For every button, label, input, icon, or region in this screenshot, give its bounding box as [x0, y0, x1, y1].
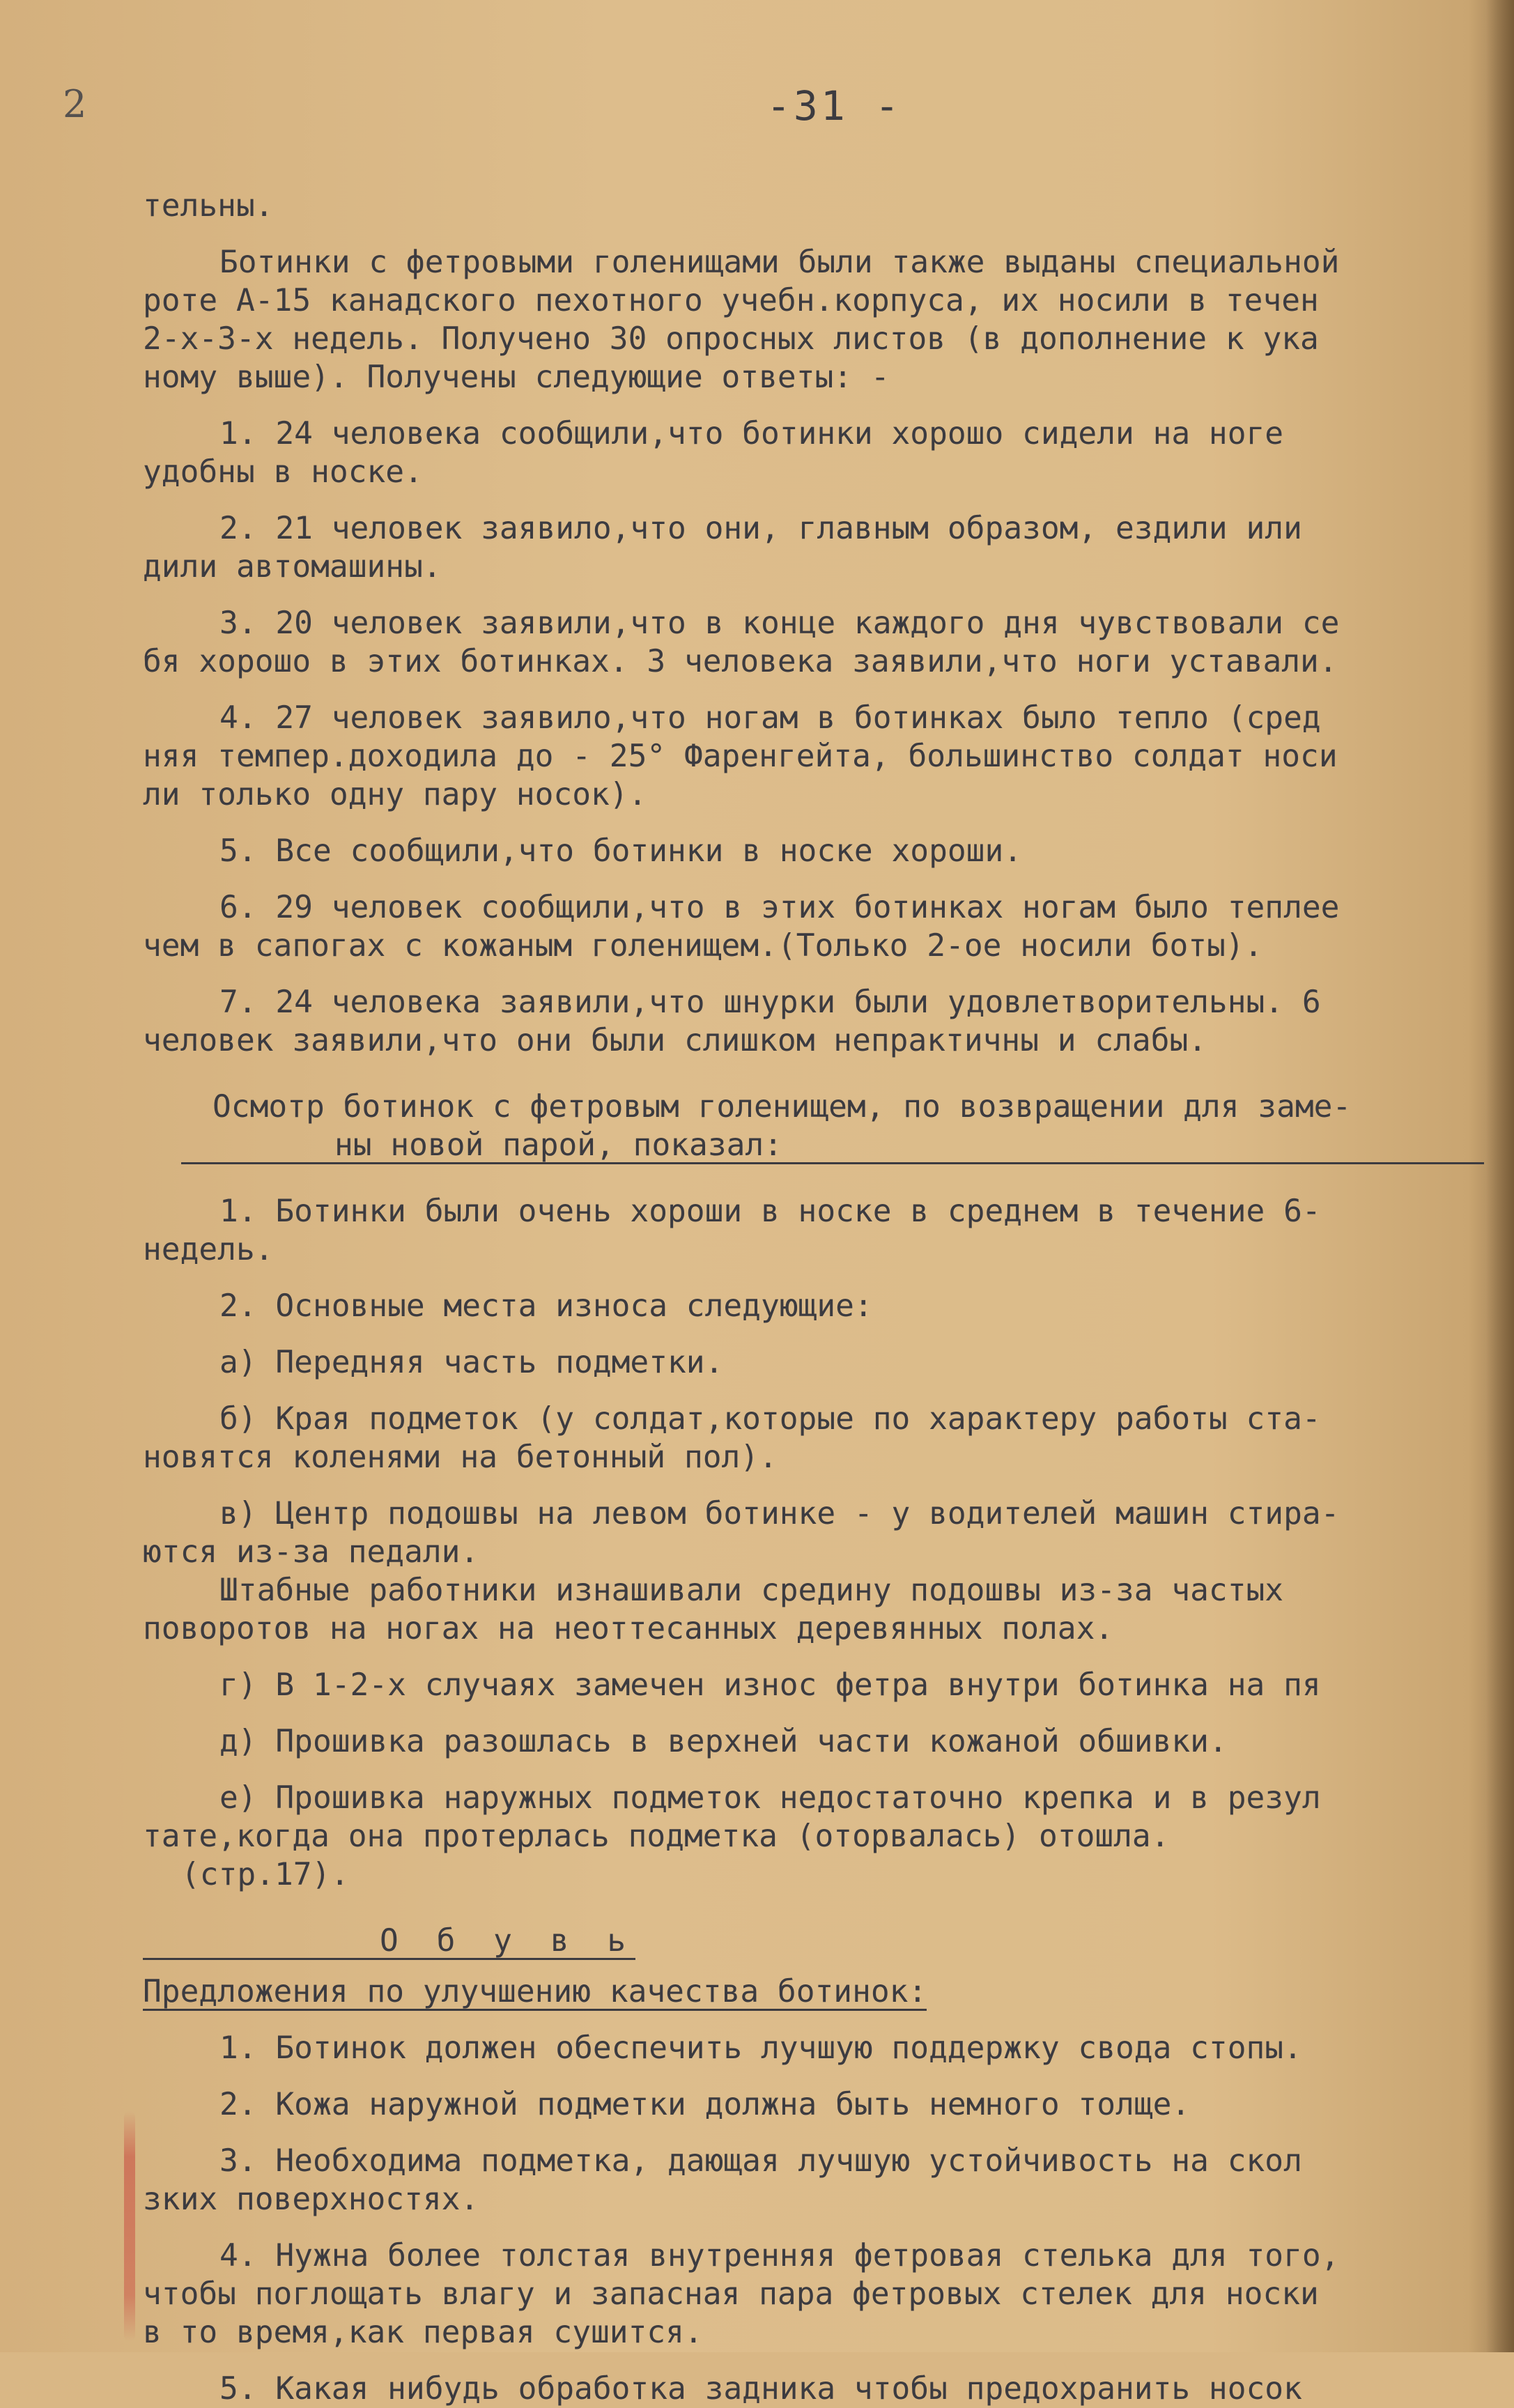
text-line: недель. [143, 1232, 274, 1267]
suggestions-heading: Предложения по улучшению качества ботинок: [143, 1974, 927, 2009]
footwear-title: О б у в ь [143, 1922, 1498, 1960]
text-line: 1. 24 человека сообщили,что ботинки хорошо сидели на ноге [219, 416, 1284, 452]
corner-number: 2 [63, 82, 87, 126]
text-line: 2-х-3-х недель. Получено 30 опросных листов (в дополнение к ука [143, 321, 1319, 357]
text-line: е) Прошивка наружных подметок недостаточно крепка и в резул [219, 1780, 1321, 1816]
text-line: ли только одну пару носок). [143, 777, 647, 812]
text-line: няя темпер.доходила до - 25° Фаренгейта, большинство солдат носи [143, 739, 1338, 774]
text-line: 2. 21 человек заявило,что они, главным образом, ездили или [219, 511, 1302, 546]
text-line: человек заявили,что они были слишком непрактичны и слабы. [143, 1023, 1207, 1058]
typed-text [143, 187, 1498, 2408]
text-line: роте А-15 канадского пехотного учебн.корпуса, их носили в течен [143, 283, 1319, 318]
text-line: ному выше). Получены следующие ответы: - [143, 360, 890, 395]
text-line: ются из-за педали. [143, 1534, 479, 1570]
text-line: а) Передняя часть подметки. [219, 1345, 724, 1380]
text-line: б) Края подметок (у солдат,которые по характеру работы ста- [219, 1401, 1321, 1437]
text-line: Ботинки с фетровыми голенищами были также выданы специальной [219, 245, 1340, 280]
red-pencil-mark [124, 2111, 135, 2341]
text-line: 5. Все сообщили,что ботинки в носке хороши. [219, 833, 1023, 869]
text-line: поворотов на ногах на неоттесанных деревянных полах. [143, 1611, 1114, 1646]
text-line: д) Прошивка разошлась в верхней части кожаной обшивки. [219, 1724, 1228, 1759]
text-line: дили автомашины. [143, 549, 442, 585]
text-line: 3. 20 человек заявили,что в конце каждого дня чувствовали се [219, 605, 1340, 641]
text-line: удобны в носке. [143, 454, 423, 490]
section-heading: Осмотр ботинок с фетровым голенищем, по возвращении для заме- [213, 1089, 1352, 1125]
text-line: 4. Нужна более толстая внутренняя фетровая стелька для того, [219, 2238, 1340, 2274]
text-line: 6. 29 человек сообщили,что в этих ботинках ногам было теплее [219, 890, 1340, 925]
text-line: 2. Основные места износа следующие: [219, 1288, 873, 1324]
text-line: г) В 1-2-х случаях замечен износ фетра внутри ботинка на пя [219, 1667, 1321, 1703]
text-line: 1. Ботинки были очень хороши в носке в среднем в течение 6- [219, 1194, 1321, 1229]
text-line: зких поверхностях. [143, 2182, 479, 2217]
text-line: бя хорошо в этих ботинках. 3 человека заявили,что ноги уставали. [143, 644, 1338, 679]
text-line: в) Центр подошвы на левом ботинке - у водителей машин стира- [219, 1496, 1340, 1531]
section-heading-underline: ны новой парой, показал: [143, 1126, 1498, 1164]
page-number: -31 - [766, 82, 902, 130]
text-line: 5. Какая нибудь обработка задника чтобы предохранить носок [219, 2371, 1302, 2407]
text-line: Штабные работники изнашивали средину подошвы из-за частых [219, 1573, 1284, 1608]
text-line: чтобы поглощать влагу и запасная пара фетровых стелек для носки [143, 2276, 1319, 2312]
text-line: новятся коленями на бетонный пол). [143, 1440, 778, 1475]
text-line: 4. 27 человек заявило,что ногам в ботинках было тепло (сред [219, 700, 1321, 736]
text-line: 2. Кожа наружной подметки должна быть немного толще. [219, 2087, 1191, 2122]
text-line: (стр.17). [181, 1857, 350, 1892]
text-line: чем в сапогах с кожаным голенищем.(Только 2-ое носили боты). [143, 928, 1263, 964]
text-line: тате,когда она протерлась подметка (оторвалась) отошла. [143, 1819, 1170, 1854]
text-line: в то время,как первая сушится. [143, 2315, 703, 2350]
text-line: 3. Необходима подметка, дающая лучшую устойчивость на скол [219, 2143, 1302, 2179]
text-line: 7. 24 человека заявили,что шнурки были удовлетворительны. 6 [219, 985, 1321, 1020]
text-line: 1. Ботинок должен обеспечить лучшую поддержку свода стопы. [219, 2030, 1302, 2066]
text-line: тельны. [143, 188, 274, 224]
